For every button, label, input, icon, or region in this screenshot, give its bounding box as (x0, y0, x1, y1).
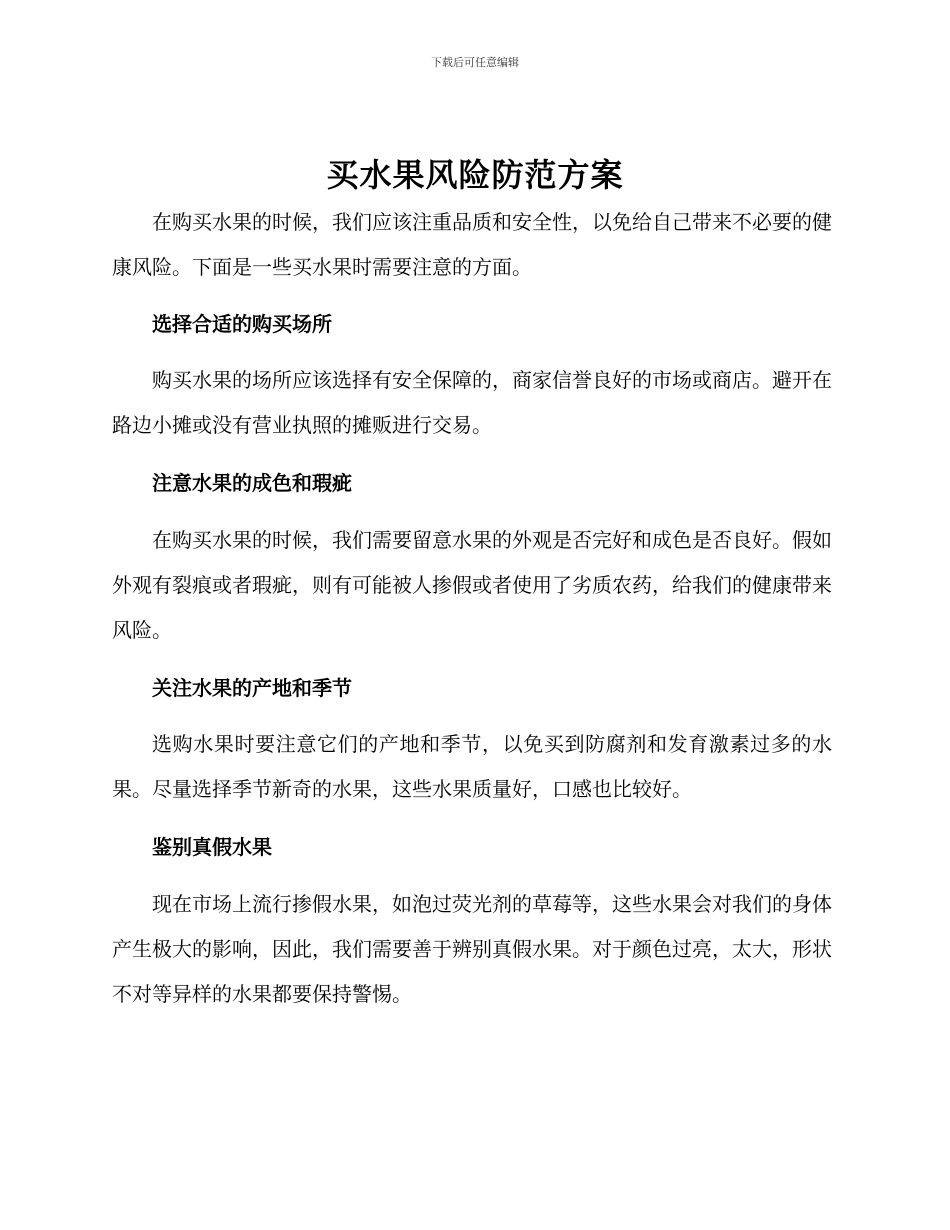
section-heading: 关注水果的产地和季节 (152, 676, 352, 700)
section-heading: 鉴别真假水果 (152, 835, 272, 859)
section-paragraph: 选购水果时要注意它们的产地和季节，以免买到防腐剂和发育激素过多的水果。尽量选择季节新奇的水果，这些水果质量好，口感也比较好。 (112, 732, 832, 801)
section-heading: 选择合适的购买场所 (152, 312, 332, 336)
document-title: 买水果风险防范方案 (326, 156, 624, 194)
intro-paragraph: 在购买水果的时候，我们应该注重品质和安全性，以免给自己带来不必要的健康风险。下面是一些买水果时需要注意的方面。 (112, 210, 832, 279)
section-paragraph: 现在市场上流行掺假水果，如泡过荧光剂的草莓等，这些水果会对我们的身体产生极大的影响，因此，我们需要善于辨别真假水果。对于颜色过亮，太大，形状不对等异样的水果都要保持警惕。 (112, 892, 832, 1006)
header-note: 下载后可任意编辑 (431, 56, 519, 69)
section-heading: 注意水果的成色和瑕疵 (152, 471, 352, 495)
section-paragraph: 在购买水果的时候，我们需要留意水果的外观是否完好和成色是否良好。假如外观有裂痕或者瑕疵，则有可能被人掺假或者使用了劣质农药，给我们的健康带来风险。 (112, 528, 832, 642)
section-paragraph: 购买水果的场所应该选择有安全保障的，商家信誉良好的市场或商店。避开在路边小摊或没有营业执照的摊贩进行交易。 (112, 368, 832, 437)
